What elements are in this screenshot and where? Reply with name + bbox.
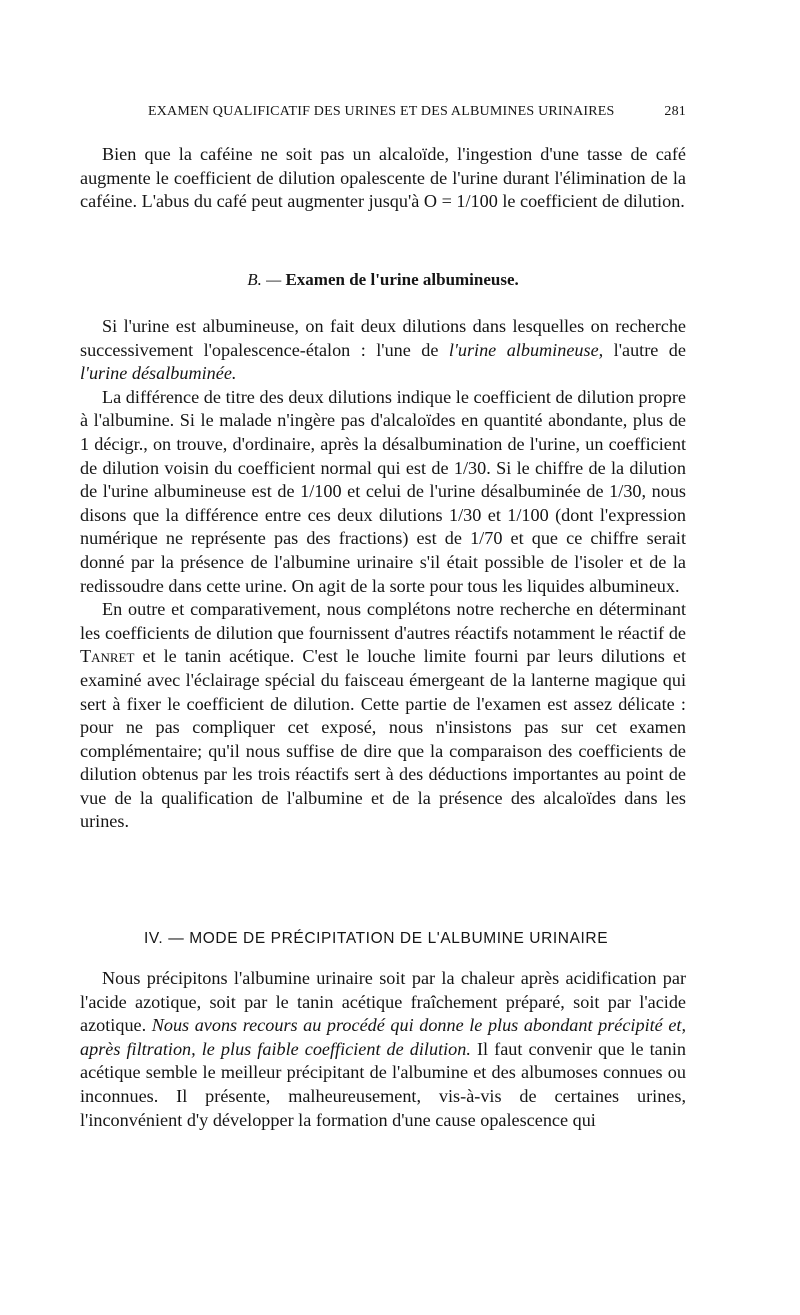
- section-b-heading: [80, 270, 686, 290]
- page-number: 281: [664, 104, 686, 119]
- intro-paragraph: Bien que la caféine ne soit pas un alcaloïde, l'ingestion d'une tasse de café augmente le coefficient de dilution opalescente de l'urine durant l'élimination de la caféine. L'abus du café peut augmenter jusqu'à O = 1/100 le coefficient de dilution.: [80, 144, 686, 212]
- section-b-paragraph-3: [80, 598, 686, 834]
- section-b-paragraph-1: [80, 315, 686, 386]
- p3-text-a: En outre et comparativement, nous complétons notre recherche en déterminant les coefficients de dilution que fournissent d'autres réactifs notamment le réactif de: [80, 599, 686, 643]
- iv-text-b: Il faut convenir que le tanin acétique semble le meilleur précipitant de l'albumine et des albumoses connues ou inconnues. Il présente, malheureusement, vis-à-vis de certaines urines, l'inconvénient d'y développer la formation d'une cause opalescence qui: [80, 1038, 686, 1130]
- iv-text-a: Nous précipitons l'albumine urinaire soit par la chaleur après acidification par l'acide azotique, soit par le tanin acétique fraîchement préparé, soit par l'acide azotique.: [80, 968, 686, 1036]
- intro-block: [80, 143, 686, 214]
- p3-name-tanret: Tanret: [80, 646, 135, 667]
- p1-emphasis-albumineuse: l'urine albumineuse,: [448, 339, 604, 360]
- p1-text-b: l'autre de: [603, 339, 686, 360]
- section-b-body: [80, 315, 686, 834]
- p1-text-a: Si l'urine est albumineuse, on fait deux dilutions dans lesquelles on recherche successivement l'opalescence-étalon : l'une de: [80, 316, 686, 360]
- iv-emphasis: Nous avons recours au procédé qui donne le plus abondant précipité et, après filtration, le plus faible coefficient de dilution.: [80, 1015, 686, 1059]
- section-iv-paragraph-1: [80, 967, 686, 1132]
- p3-text-b: et le tanin acétique. C'est le louche limite fourni par leurs dilutions et examiné avec l'éclairage spécial du faisceau émergeant de la lanterne magique qui sert à fixer le coefficient de dilution. Cette partie de l'examen est assez délicate : pour ne pas compliquer cet exposé, nous n'insistons pas sur cet examen complémentaire; qu'il nous suffise de dire que la comparaison des coefficients de dilution obtenus par les trois réactifs sert à des déductions importantes au point de vue de la qualification de l'albumine et de la présence des alcaloïdes dans les urines.: [80, 646, 686, 832]
- section-b-letter: B. —: [247, 270, 282, 289]
- section-b-paragraph-2: La différence de titre des deux dilutions indique le coefficient de dilution propre à l'albumine. Si le malade n'ingère pas d'alcaloïdes en quantité abondante, plus de 1 décigr., on trouve, d'ordinaire, après la désalbumination de l'urine, un coefficient de dilution voisin du coefficient normal qui est de 1/30. Si le chiffre de la dilution de l'urine albumineuse est de 1/100 et celui de l'urine désalbuminée de 1/30, nous disons que la différence entre ces deux dilutions 1/30 et 1/100 (dont l'expression numérique ne représente pas des fractions) est de 1/70 et que ce chiffre serait donné par la présence de l'albumine urinaire s'il était possible de l'isoler et de la redissoudre dans cette urine. On agit de la sorte pour tous les liquides albumineux.: [80, 386, 686, 596]
- running-title: EXAMEN QUALIFICATIF DES URINES ET DES ALBUMINES URINAIRES: [148, 104, 615, 119]
- section-iv-heading: IV. — MODE DE PRÉCIPITATION DE L'ALBUMINE URINAIRE: [144, 930, 609, 947]
- section-iv-body: [80, 967, 686, 1132]
- p1-emphasis-desalbuminee: l'urine désalbuminée.: [80, 363, 237, 384]
- section-b-title: Examen de l'urine albumineuse.: [285, 270, 519, 289]
